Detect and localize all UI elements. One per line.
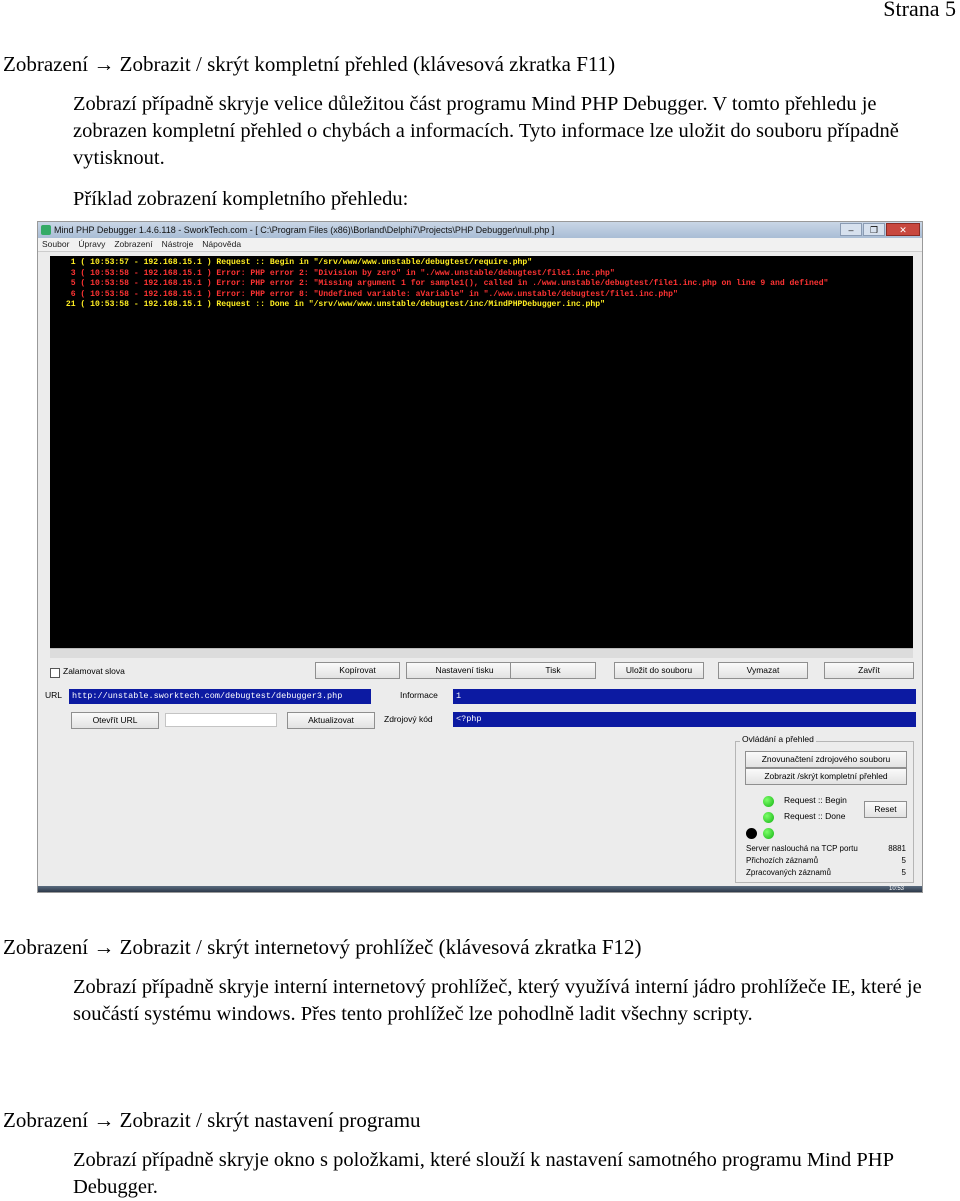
save-button[interactable]: Uložit do souboru bbox=[614, 662, 704, 679]
app-screenshot bbox=[37, 221, 923, 893]
status-led-icon bbox=[746, 828, 757, 839]
horizontal-scrollbar[interactable] bbox=[50, 648, 913, 658]
group-label: Ovládání a přehled bbox=[742, 734, 814, 744]
reset-button[interactable]: Reset bbox=[864, 801, 907, 818]
menu-bar bbox=[38, 238, 922, 252]
minimize-icon[interactable]: – bbox=[840, 223, 862, 236]
info-field[interactable]: 1 bbox=[453, 689, 916, 704]
source-field[interactable]: <?php bbox=[453, 712, 916, 727]
progress-bar bbox=[165, 713, 277, 727]
maximize-icon[interactable]: ❐ bbox=[863, 223, 885, 236]
section-text-browser: Zobrazí případně skryje interní internetový prohlížeč, který využívá interní jádro prohlížeče IE, které je součástí systému windows. Přes tento prohlížeč lze pohodlně ladit všechny scripty. bbox=[73, 976, 922, 1025]
close-button[interactable]: Zavřít bbox=[824, 662, 914, 679]
example-label: Příklad zobrazení kompletního přehledu: bbox=[73, 188, 409, 210]
app-icon bbox=[41, 225, 51, 235]
stat-value: 5 bbox=[901, 868, 906, 877]
taskbar-clock: 10:53 bbox=[888, 886, 904, 892]
info-label: Informace bbox=[400, 690, 438, 700]
request-begin-label: Request :: Begin bbox=[784, 795, 847, 805]
stat-row bbox=[746, 843, 906, 854]
log-line: 3 ( 10:53:58 - 192.168.15.1 ) Error: PHP error 2: "Division by zero" in "./www.unstable/debugtest/file1.inc.php" bbox=[61, 268, 615, 278]
copy-button[interactable]: Kopírovat bbox=[315, 662, 400, 679]
taskbar bbox=[38, 886, 922, 892]
stat-label: Server naslouchá na TCP portu bbox=[746, 844, 858, 853]
request-done-led-icon bbox=[763, 812, 774, 823]
wrap-label: Zalamovat slova bbox=[63, 666, 125, 676]
window-title: Mind PHP Debugger 1.4.6.118 - SworkTech.com - [ C:\Program Files (x86)\Borland\Delphi7\Projects\PHP Debugger\null.php ] bbox=[54, 225, 555, 235]
reload-source-button[interactable]: Znovunačtení zdrojového souboru bbox=[745, 751, 907, 768]
log-line: 1 ( 10:53:57 - 192.168.15.1 ) Request :: Begin in "/srv/www/www.unstable/debugtest/require.php" bbox=[61, 258, 533, 267]
url-input[interactable]: http://unstable.sworktech.com/debugtest/debugger3.php bbox=[69, 689, 371, 704]
menu-soubor[interactable]: Soubor bbox=[42, 239, 70, 249]
page-number: Strana 5 bbox=[883, 0, 956, 21]
print-button[interactable]: Tisk bbox=[510, 662, 596, 679]
log-line: 21 ( 10:53:58 - 192.168.15.1 ) Request :: Done in "/srv/www/www.unstable/debugtest/inc/MindPHPDebugger.inc.php" bbox=[61, 300, 605, 309]
log-line: 5 ( 10:53:58 - 192.168.15.1 ) Error: PHP error 2: "Missing argument 1 for sample1(), called in ./www.unstable/debugtest/file1.inc.php on line 9 and defined" bbox=[61, 279, 829, 288]
url-label: URL bbox=[45, 690, 63, 700]
section-heading-settings: Zobrazení → Zobrazit / skrýt nastavení programu bbox=[3, 1108, 421, 1132]
menu-napoveda[interactable]: Nápověda bbox=[202, 239, 242, 249]
menu-nastroje[interactable]: Nástroje bbox=[161, 239, 194, 249]
request-done-label: Request :: Done bbox=[784, 811, 846, 821]
stat-value: 8881 bbox=[888, 844, 906, 853]
log-console[interactable] bbox=[50, 256, 913, 648]
stat-label: Zpracovaných záznamů bbox=[746, 868, 831, 877]
request-begin-led-icon bbox=[763, 796, 774, 807]
toggle-overview-button[interactable]: Zobrazit /skrýt kompletní přehled bbox=[745, 768, 907, 785]
stat-row bbox=[746, 855, 906, 866]
wrap-checkbox[interactable] bbox=[50, 668, 60, 678]
source-label: Zdrojový kód bbox=[384, 714, 433, 724]
stat-label: Přichozích záznamů bbox=[746, 856, 819, 865]
section-heading-browser: Zobrazení → Zobrazit / skrýt internetový prohlížeč (klávesová zkratka F12) bbox=[3, 935, 642, 959]
stat-value: 5 bbox=[901, 856, 906, 865]
clear-button[interactable]: Vymazat bbox=[718, 662, 808, 679]
refresh-button[interactable]: Aktualizovat bbox=[287, 712, 375, 729]
title-bar bbox=[38, 222, 922, 238]
section-text-overview: Zobrazí případně skryje velice důležitou část programu Mind PHP Debugger. V tomto přehledu je zobrazen kompletní přehled o chybách a informacích. Tyto informace lze uložit do souboru případně vytisknout. bbox=[73, 93, 899, 169]
log-line: 6 ( 10:53:58 - 192.168.15.1 ) Error: PHP error 8: "Undefined variable: aVariable" in "./www.unstable/debugtest/file1.inc.php" bbox=[61, 289, 678, 299]
open-url-button[interactable]: Otevřít URL bbox=[71, 712, 159, 729]
section-heading-overview: Zobrazení → Zobrazit / skrýt kompletní přehled (klávesová zkratka F11) bbox=[3, 52, 616, 76]
stat-row bbox=[746, 867, 906, 878]
menu-zobrazeni[interactable]: Zobrazení bbox=[114, 239, 153, 249]
close-icon[interactable]: ✕ bbox=[886, 223, 920, 236]
print-setup-button[interactable]: Nastavení tisku bbox=[406, 662, 523, 679]
status-led-icon bbox=[763, 828, 774, 839]
menu-upravy[interactable]: Úpravy bbox=[78, 239, 106, 249]
section-text-settings: Zobrazí případně skryje okno s položkami, které slouží k nastavení samotného programu Mind PHP Debugger. bbox=[73, 1149, 894, 1198]
